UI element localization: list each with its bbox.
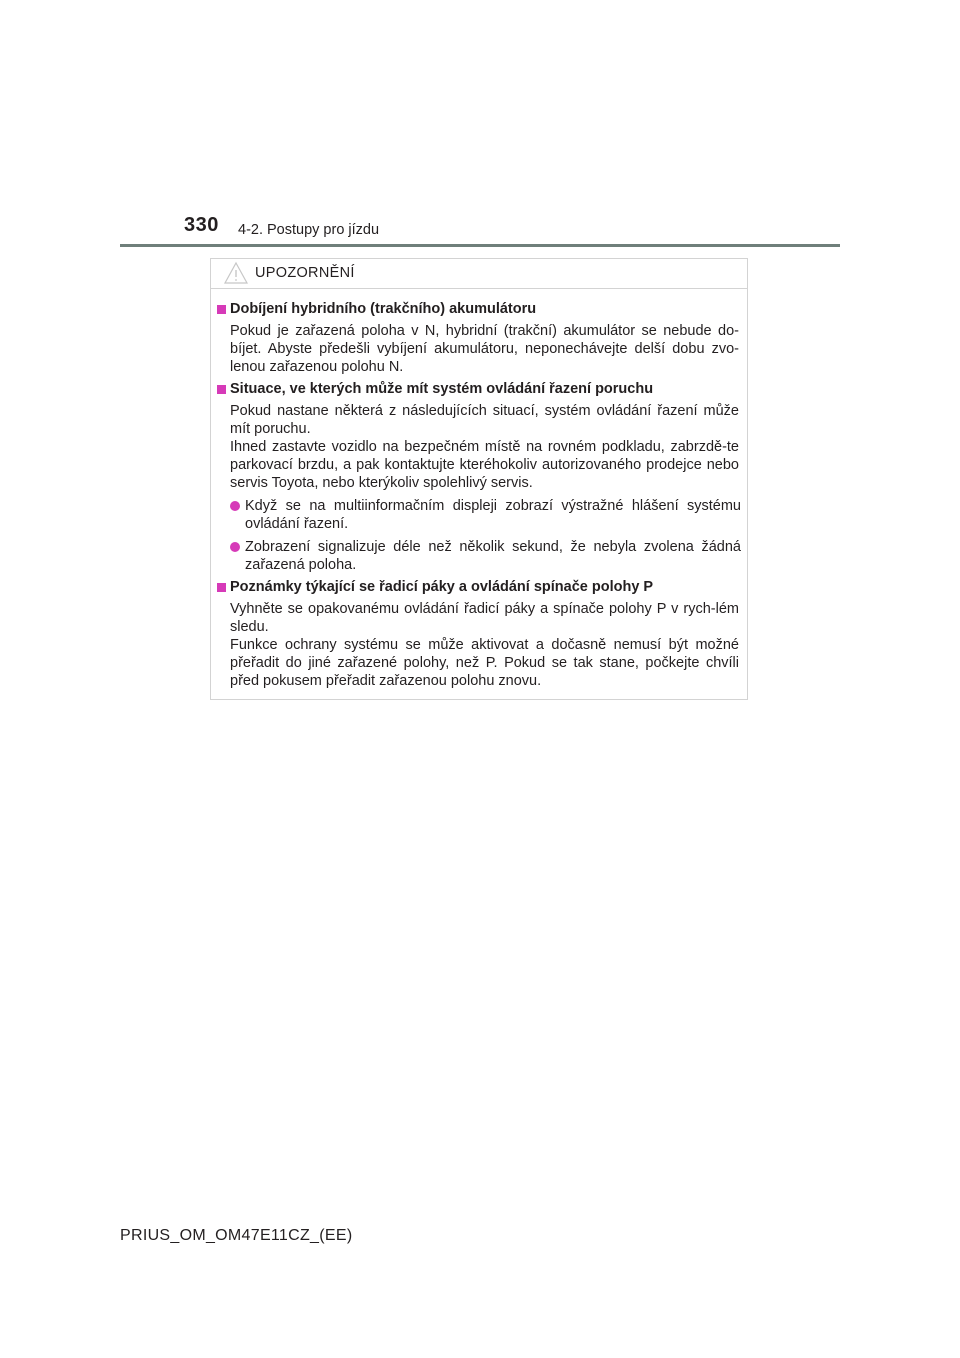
topic-heading-text: Dobíjení hybridního (trakčního) akumulátoru [230,301,537,317]
topic-charging [217,300,741,376]
warning-box [210,258,748,700]
header-rule [120,244,840,247]
topic-malfunction [217,380,741,574]
warning-header [211,259,747,289]
square-bullet-icon [217,385,226,394]
paragraph: Pokud nastane některá z následujících situací, systém ovládání řazení může mít poruchu. [230,403,739,437]
warning-body [211,289,747,690]
topic-heading [217,380,741,399]
list-item-text: Zobrazení signalizuje déle než několik sekund, že nebyla zvolena žádná zařazená poloha. [245,539,741,573]
topic-heading-text: Situace, ve kterých může mít systém ovládání řazení poruchu [230,381,654,397]
dot-bullet-icon [230,542,240,552]
topic-heading-text: Poznámky týkající se řadicí páky a ovládání spínače polohy P [230,579,654,595]
paragraph: Funkce ochrany systému se může aktivovat a dočasně nemusí být možné přeřadit do jiné zařazené polohy, než P. Pokud se tak stane, počkejte chvíli před pokusem přeřadit zařazenou polohu znovu. [230,637,739,689]
square-bullet-icon [217,305,226,314]
warning-triangle-icon [223,261,249,285]
list-item [217,497,741,533]
paragraph: Vyhněte se opakovanému ovládání řadicí páky a spínače polohy P v rych-lém sledu. [230,601,739,635]
topic-shift-lever [217,578,741,690]
topic-heading [217,300,741,319]
list-item-text: Když se na multiinformačním displeji zobrazí výstražné hlášení systému ovládání řazení. [245,498,741,532]
paragraph: Ihned zastavte vozidlo na bezpečném místě na rovném podkladu, zabrzdě-te parkovací brzdu, a pak kontaktujte kteréhokoliv autorizovaného prodejce nebo servis Toyota, nebo kterýkoliv spolehlivý servis. [230,439,739,491]
page-number: 330 [184,214,219,236]
paragraph: Pokud je zařazená poloha v N, hybridní (trakční) akumulátor se nebude do-bíjet. Abyste předešli vybíjení akumulátoru, neponechávejte delší dobu zvo-lenou zařazenou polohu N. [230,323,739,375]
dot-bullet-icon [230,501,240,511]
square-bullet-icon [217,583,226,592]
warning-title: UPOZORNĚNÍ [255,265,355,281]
topic-heading [217,578,741,597]
section-title: 4-2. Postupy pro jízdu [238,222,380,238]
list-item [217,538,741,574]
footer-document-code: PRIUS_OM_OM47E11CZ_(EE) [120,1227,353,1244]
